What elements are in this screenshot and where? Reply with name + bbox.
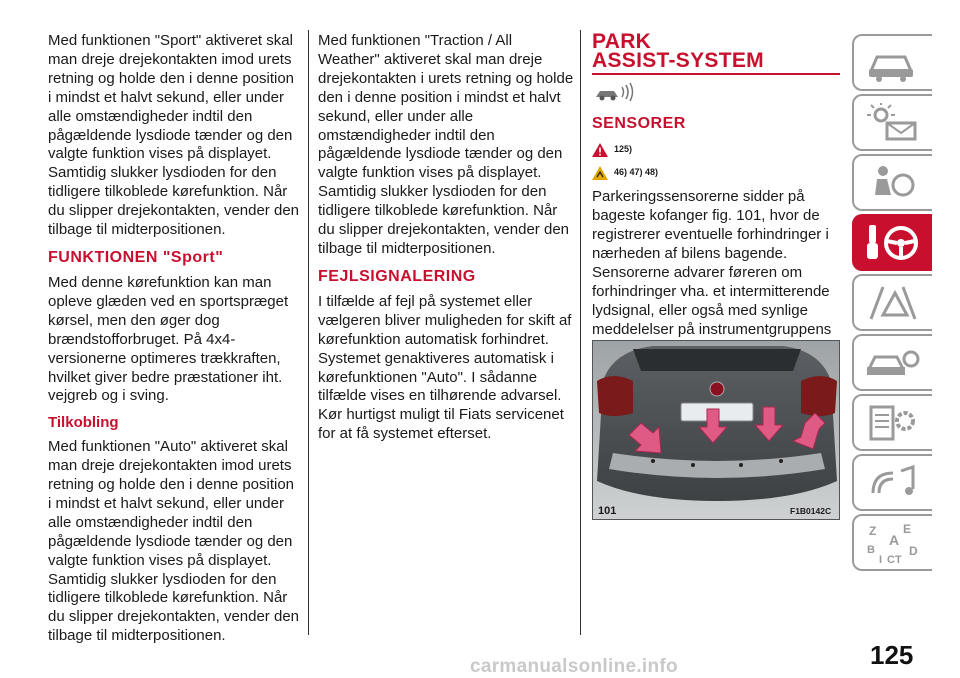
seat-airbag-icon (865, 163, 921, 203)
key-steering-wheel-icon (863, 221, 923, 265)
warning-lights-envelope-icon (865, 103, 921, 143)
section-title-line2: ASSIST-SYSTEM (592, 49, 764, 72)
paragraph-traction-activation: Med funktionen "Traction / All Weather" aktiveret skal man dreje drejekontakten i urets retning og holde den i denne position i mindst et halvt sekund, eller under alle omstændigheder indtil den pågældende lysdiode tænder og den valgte funktion vises på displayet. Samtidig slukker lysdioden for den tidligere tilkoblede kørefunktion. Når du slipper drejekontakten, vender den tilbage til midterpositionen. (318, 32, 574, 257)
tab-emergency[interactable] (852, 274, 932, 331)
svg-text:E: E (903, 521, 912, 536)
text-column-middle (318, 32, 574, 444)
text-column-left (48, 32, 300, 646)
tab-index[interactable] (852, 514, 932, 571)
heading-tilkobling: Tilkobling (48, 414, 119, 432)
svg-text:T: T (895, 553, 902, 565)
tab-safety[interactable] (852, 154, 932, 211)
paragraph-sport-description: Med denne kørefunktion kan man opleve glæden ved en sportspræget kørsel, men den øger dog brændstofforbruget. På 4x4-versionerne optimeres trækkraften, hvilket giver bedre præstationer iht. vejgreb og i sving. (48, 273, 289, 405)
chapter-tabs (852, 34, 932, 574)
svg-text:B: B (867, 543, 875, 556)
caution-reference (592, 163, 840, 182)
title-underline (592, 73, 840, 75)
alphabetical-index-icon (863, 521, 923, 565)
car-dashboard-icon (865, 43, 921, 83)
car-service-icon (865, 343, 921, 383)
watermark: carmanualsonline.info (470, 656, 678, 677)
svg-text:C: C (887, 553, 895, 565)
figure-rear-bumper-sensors (592, 340, 840, 520)
tab-warning-lights[interactable] (852, 94, 932, 151)
park-assist-icon (594, 81, 840, 109)
tab-starting-driving[interactable] (852, 214, 932, 271)
svg-text:A: A (889, 531, 900, 548)
figure-code: F1B0142C (790, 506, 832, 516)
svg-text:D: D (909, 543, 918, 558)
heading-funktionen-sport: FUNKTIONEN "Sport" (48, 248, 224, 266)
paragraph-sport-activation: Med funktionen "Sport" aktiveret skal man dreje drejekontakten imod urets retning og holde den i denne position i mindst et halvt sekund, eller under alle omstændigheder indtil den pågældende lysdiode tænder og den valgte funktion vises på displayet. Samtidig slukker lysdioden for den tidligere tilkoblede kørefunktion. Når du slipper drejekontakten, vender den tilbage til midterpositionen. (48, 32, 300, 239)
section-title-line1: PARK (592, 30, 652, 53)
warning-reference-number: 125) (614, 144, 633, 155)
text-column-right (592, 32, 840, 358)
svg-text:I: I (879, 553, 883, 565)
heading-sensorer: SENSORER (592, 115, 686, 133)
tab-maintenance[interactable] (852, 334, 932, 391)
column-divider (580, 30, 581, 635)
caution-reference-numbers: 46) 47) 48) (614, 167, 659, 178)
tab-car-dashboard[interactable] (852, 34, 932, 91)
technical-data-gear-icon (865, 403, 921, 443)
road-warning-icon (865, 283, 921, 323)
warning-triangle-icon (592, 143, 608, 157)
figure-number: 101 (598, 505, 617, 517)
warning-reference (592, 140, 840, 159)
paragraph-fault-signalling: I tilfælde af fejl på systemet eller vælgeren bliver muligheden for skift af kørefunktion automatisk forhindret. Systemet genaktiveres automatisk i kørefunktionen "Auto". I sådanne tilfælde vises en tilhørende advarsel. Kør hurtigst muligt til Fiats servicenet for at få systemet efterset. (318, 292, 572, 443)
multimedia-music-icon (865, 463, 921, 503)
tab-technical-data[interactable] (852, 394, 932, 451)
page-number: 125 (870, 640, 914, 670)
caution-triangle-icon (592, 166, 608, 180)
paragraph-parking-sensors: Parkeringssensorerne sidder på bageste kofanger fig. 101, hvor de registrerer eventuelle forhindringer i nærheden af bilens bagende. Sensorerne advarer føreren om forhindringer vha. et intermitterende lydsignal, eller også med synlige meddelelser på instrumentgruppens (592, 188, 832, 338)
column-divider (308, 30, 309, 635)
tab-multimedia[interactable] (852, 454, 932, 511)
paragraph-auto-activation: Med funktionen "Auto" aktiveret skal man dreje drejekontakten imod urets retning og holde den i denne position i mindst et halvt sekund, eller under alle omstændigheder indtil den pågældende lysdiode tænder og den valgte funktion vises på displayet. Samtidig slukker lysdioden for den tidligere tilkoblede kørefunktion. Når du slipper drejekontakten, vender den tilbage til midterpositionen. (48, 438, 300, 645)
svg-text:Z: Z (869, 523, 877, 538)
heading-fejlsignalering: FEJLSIGNALERING (318, 267, 476, 285)
